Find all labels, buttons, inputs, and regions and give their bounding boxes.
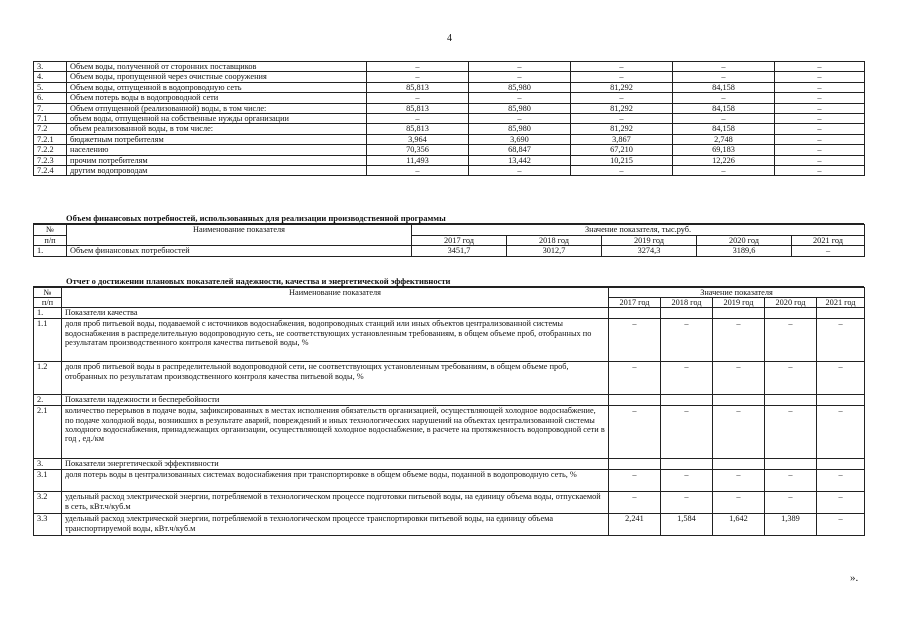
row-value: 1,584 [661, 514, 713, 536]
table-row [34, 362, 865, 395]
row-value: – [713, 362, 765, 395]
row-number: 7.2.1 [34, 134, 67, 144]
row-value: – [765, 492, 817, 514]
row-number: 7.2 [34, 124, 67, 134]
year-header: 2017 год [412, 235, 507, 246]
row-value: – [571, 72, 673, 82]
row-value: – [673, 113, 775, 123]
row-value: – [571, 165, 673, 175]
row-label: прочим потребителям [67, 155, 367, 165]
table-row [34, 113, 865, 123]
row-value: – [673, 72, 775, 82]
row-value: – [775, 145, 865, 155]
row-value: – [765, 406, 817, 459]
row-label: объем воды, отпущенной на собственные нужды организации [67, 113, 367, 123]
performance-table [33, 287, 865, 536]
row-value: 2,748 [673, 134, 775, 144]
row-number: 7.2.2 [34, 145, 67, 155]
row-value: – [765, 470, 817, 492]
section-row [34, 459, 865, 470]
row-value: – [367, 72, 469, 82]
row-value: – [775, 124, 865, 134]
row-value: 1,642 [713, 514, 765, 536]
row-value: – [661, 406, 713, 459]
row-number: 1.1 [34, 319, 62, 362]
empty-cell [661, 308, 713, 319]
table-row [34, 72, 865, 82]
row-value: – [609, 492, 661, 514]
col-value-header: Значение показателя [609, 288, 865, 298]
section-label: Показатели надежности и бесперебойности [62, 395, 609, 406]
row-number: 1.2 [34, 362, 62, 395]
year-header: 2021 год [817, 298, 865, 308]
row-value: 70,356 [367, 145, 469, 155]
row-value: – [792, 246, 865, 257]
year-header: 2020 год [697, 235, 792, 246]
row-value: – [713, 492, 765, 514]
row-value: 85,980 [469, 124, 571, 134]
row-value: – [571, 93, 673, 103]
row-label: Объем финансовых потребностей [67, 246, 412, 257]
table-row [34, 246, 865, 257]
row-label: Объем потерь воды в водопроводной сети [67, 93, 367, 103]
row-value: 3,964 [367, 134, 469, 144]
row-value: 3189,6 [697, 246, 792, 257]
table-row [34, 134, 865, 144]
table-row [34, 470, 865, 492]
row-number: 5. [34, 82, 67, 92]
row-value: – [469, 62, 571, 72]
row-value: 2,241 [609, 514, 661, 536]
performance-table-title: Отчет о достижении плановых показателей надежности, качества и энергетической эффективности [66, 276, 451, 286]
row-label: Объем воды, отпущенной в водопроводную сеть [67, 82, 367, 92]
table-row [34, 103, 865, 113]
row-value: – [673, 165, 775, 175]
row-value: – [775, 134, 865, 144]
row-number: 1. [34, 246, 67, 257]
row-value: – [817, 362, 865, 395]
row-value: – [469, 72, 571, 82]
row-number: 1. [34, 308, 62, 319]
row-number: 3. [34, 459, 62, 470]
row-number: 7.1 [34, 113, 67, 123]
row-label: доля потерь воды в централизованных системах водоснабжения при транспортировке в общем объеме воды, поданной в водопроводную сеть, % [62, 470, 609, 492]
row-value: – [661, 319, 713, 362]
row-value: – [817, 470, 865, 492]
year-header: 2017 год [609, 298, 661, 308]
row-value: – [713, 406, 765, 459]
row-value: – [817, 406, 865, 459]
empty-cell [661, 395, 713, 406]
row-value: – [367, 93, 469, 103]
empty-cell [817, 308, 865, 319]
row-label: объем реализованной воды, в том числе: [67, 124, 367, 134]
year-header: 2018 год [507, 235, 602, 246]
row-number: 3.2 [34, 492, 62, 514]
row-label: количество перерывов в подаче воды, зафиксированных в местах исполнения обязательств организацией, осуществляющей холодное водоснабжение, по подаче холодной воды, возникших в результате аварий, повреждений и иных технологических нарушений на объектах централизованной системы холодного водоснабжения, принадлежащих организации, осуществляющей холодное водоснабжение, в расчете на протяженность водопроводной сети в год , ед./км [62, 406, 609, 459]
row-value: – [609, 362, 661, 395]
row-value: – [765, 362, 817, 395]
table-row [34, 155, 865, 165]
section-row [34, 308, 865, 319]
empty-cell [609, 459, 661, 470]
row-value: 11,493 [367, 155, 469, 165]
finance-table-title: Объем финансовых потребностей, использованных для реализации производственной программы [66, 213, 446, 223]
row-label: населению [67, 145, 367, 155]
row-value: – [367, 165, 469, 175]
row-value: 81,292 [571, 124, 673, 134]
table-row [34, 492, 865, 514]
finance-table [33, 224, 865, 257]
row-value: 3,867 [571, 134, 673, 144]
row-value: – [775, 113, 865, 123]
row-label: доля проб питьевой воды в распределительной водопроводной сети, не соответствующих установленным требованиям, в общем объеме проб, отобранных по результатам производственного контроля качества питьевой воды, % [62, 362, 609, 395]
row-number: 7. [34, 103, 67, 113]
row-value: – [817, 514, 865, 536]
row-value: 69,183 [673, 145, 775, 155]
empty-cell [765, 308, 817, 319]
year-header: 2019 год [713, 298, 765, 308]
row-value: – [661, 470, 713, 492]
row-label: удельный расход электрической энергии, потребляемой в технологическом процессе подготовки питьевой воды, на единицу объема воды, отпускаемой в сеть, кВт.ч/куб.м [62, 492, 609, 514]
table-row [34, 62, 865, 72]
year-header: 2019 год [602, 235, 697, 246]
row-value: – [765, 319, 817, 362]
row-value: – [713, 319, 765, 362]
row-value: – [775, 93, 865, 103]
row-value: – [673, 93, 775, 103]
row-number: 2. [34, 395, 62, 406]
row-value: 12,226 [673, 155, 775, 165]
row-value: – [661, 362, 713, 395]
row-value: – [775, 62, 865, 72]
page-number: 4 [447, 33, 452, 44]
row-value: – [469, 165, 571, 175]
row-value: 85,813 [367, 103, 469, 113]
col-num-header: № [34, 225, 67, 236]
table-row [34, 319, 865, 362]
empty-cell [609, 395, 661, 406]
row-value: – [775, 72, 865, 82]
section-row [34, 395, 865, 406]
col-name-header: Наименование показателя [67, 225, 412, 246]
row-number: 2.1 [34, 406, 62, 459]
row-value: – [609, 406, 661, 459]
row-value: 84,158 [673, 103, 775, 113]
section-label: Показатели качества [62, 308, 609, 319]
empty-cell [661, 459, 713, 470]
col-value-header: Значение показателя, тыс.руб. [412, 225, 865, 236]
row-value: – [571, 62, 673, 72]
row-label: Объем воды, полученной от сторонних поставщиков [67, 62, 367, 72]
empty-cell [765, 459, 817, 470]
row-number: 4. [34, 72, 67, 82]
row-number: 7.2.4 [34, 165, 67, 175]
row-value: – [469, 113, 571, 123]
section-label: Показатели энергетической эффективности [62, 459, 609, 470]
row-value: – [571, 113, 673, 123]
row-value: 68,847 [469, 145, 571, 155]
row-value: 3274,3 [602, 246, 697, 257]
row-value: – [367, 62, 469, 72]
row-value: – [775, 103, 865, 113]
empty-cell [765, 395, 817, 406]
year-header: 2018 год [661, 298, 713, 308]
row-label: Объем воды, пропущенной через очистные сооружения [67, 72, 367, 82]
empty-cell [817, 395, 865, 406]
row-value: – [817, 319, 865, 362]
col-name-header: Наименование показателя [62, 288, 609, 308]
table-row [34, 82, 865, 92]
table-row [34, 406, 865, 459]
row-label: другим водопроводам [67, 165, 367, 175]
row-value: – [469, 93, 571, 103]
row-label: удельный расход электрической энергии, потребляемой в технологическом процессе транспортировки питьевой воды, на единицу объема транспортируемой воды, кВт.ч/куб.м [62, 514, 609, 536]
row-value: – [775, 82, 865, 92]
row-value: 81,292 [571, 82, 673, 92]
year-header: 2020 год [765, 298, 817, 308]
col-num-header-2: п/п [34, 298, 62, 308]
row-value: 84,158 [673, 82, 775, 92]
table-row [34, 165, 865, 175]
row-value: 13,442 [469, 155, 571, 165]
row-value: 67,210 [571, 145, 673, 155]
table-row [34, 145, 865, 155]
empty-cell [609, 308, 661, 319]
row-value: 85,980 [469, 103, 571, 113]
row-value: – [817, 492, 865, 514]
row-value: 85,980 [469, 82, 571, 92]
row-value: 3012,7 [507, 246, 602, 257]
row-value: – [775, 155, 865, 165]
row-value: 1,389 [765, 514, 817, 536]
empty-cell [713, 395, 765, 406]
empty-cell [713, 308, 765, 319]
row-value: 10,215 [571, 155, 673, 165]
row-number: 6. [34, 93, 67, 103]
row-value: – [673, 62, 775, 72]
row-value: 81,292 [571, 103, 673, 113]
col-num-header-2: п/п [34, 235, 67, 246]
closing-quote: ». [850, 572, 859, 584]
row-value: – [367, 113, 469, 123]
row-value: – [713, 470, 765, 492]
col-num-header: № [34, 288, 62, 298]
row-value: 85,813 [367, 82, 469, 92]
row-value: 3,690 [469, 134, 571, 144]
row-label: Объем отпущенной (реализованной) воды, в том числе: [67, 103, 367, 113]
empty-cell [817, 459, 865, 470]
row-value: – [661, 492, 713, 514]
row-value: 84,158 [673, 124, 775, 134]
row-number: 3.1 [34, 470, 62, 492]
row-value: – [775, 165, 865, 175]
water-volume-table [33, 61, 865, 176]
row-number: 3. [34, 62, 67, 72]
year-header: 2021 год [792, 235, 865, 246]
row-value: 85,813 [367, 124, 469, 134]
row-number: 3.3 [34, 514, 62, 536]
empty-cell [713, 459, 765, 470]
table-row [34, 514, 865, 536]
row-number: 7.2.3 [34, 155, 67, 165]
table-row [34, 124, 865, 134]
row-value: 3451,7 [412, 246, 507, 257]
row-label: доля проб питьевой воды, подаваемой с источников водоснабжения, водопроводных станций или иных объектов централизованной системы водоснабжения в распределительную водопроводную сеть, не соответствующих установленным требованиям, в общем объеме проб, отобранных по результатам производственного контроля качества питьевой воды, % [62, 319, 609, 362]
row-value: – [609, 319, 661, 362]
row-value: – [609, 470, 661, 492]
table-row [34, 93, 865, 103]
row-label: бюджетным потребителям [67, 134, 367, 144]
